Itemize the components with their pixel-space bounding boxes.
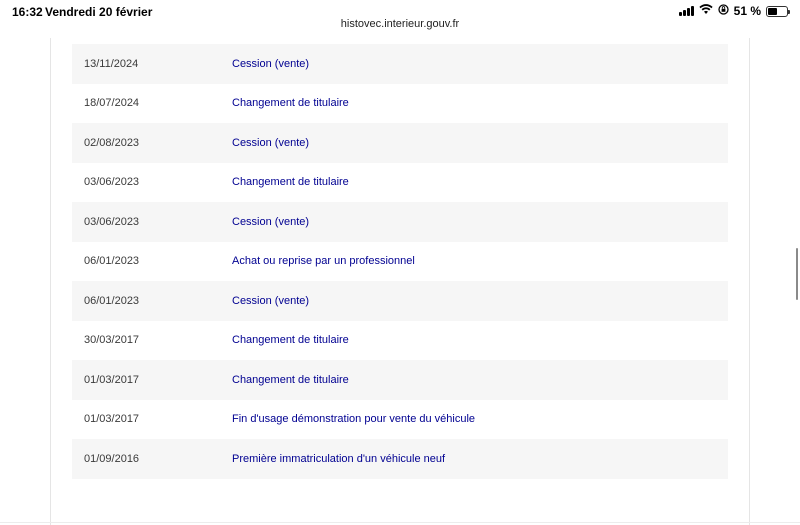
status-time: 16:32 bbox=[12, 5, 43, 19]
row-date: 18/07/2024 bbox=[84, 97, 140, 110]
signal-icon bbox=[679, 6, 694, 16]
table-row bbox=[72, 281, 728, 321]
row-date: 03/06/2023 bbox=[84, 215, 140, 228]
row-date: 30/03/2017 bbox=[84, 334, 140, 347]
row-date: 06/01/2023 bbox=[84, 294, 140, 307]
row-date: 01/03/2017 bbox=[84, 413, 140, 426]
status-date: Vendredi 20 février bbox=[45, 5, 153, 19]
table-row bbox=[72, 202, 728, 242]
row-event-link[interactable]: Changement de titulaire bbox=[232, 373, 349, 386]
row-date: 01/03/2017 bbox=[84, 373, 140, 386]
orientation-lock-icon bbox=[718, 4, 729, 18]
row-event-link[interactable]: Première immatriculation d'un véhicule neuf bbox=[232, 452, 446, 465]
row-event-link[interactable]: Changement de titulaire bbox=[232, 334, 349, 347]
table-row bbox=[72, 44, 728, 84]
row-date: 03/06/2023 bbox=[84, 176, 140, 189]
row-event-link[interactable]: Cession (vente) bbox=[232, 136, 310, 149]
battery-fill bbox=[768, 8, 777, 15]
table-row bbox=[72, 84, 728, 124]
row-event-link[interactable]: Cession (vente) bbox=[232, 215, 310, 228]
row-event-link[interactable]: Changement de titulaire bbox=[232, 97, 349, 110]
battery-icon bbox=[766, 6, 788, 17]
table-row bbox=[72, 123, 728, 163]
row-date: 01/09/2016 bbox=[84, 452, 140, 465]
row-date: 13/11/2024 bbox=[84, 57, 139, 70]
table-row bbox=[72, 321, 728, 361]
bottom-divider bbox=[0, 522, 800, 523]
battery-percent: 51 % bbox=[733, 4, 761, 18]
url-bar[interactable]: histovec.interieur.gouv.fr bbox=[340, 18, 460, 30]
row-date: 06/01/2023 bbox=[84, 255, 140, 268]
row-event-link[interactable]: Cession (vente) bbox=[232, 294, 310, 307]
row-event-link[interactable]: Changement de titulaire bbox=[232, 176, 349, 189]
status-indicators bbox=[679, 4, 788, 18]
wifi-icon bbox=[699, 4, 713, 18]
row-event-link[interactable]: Fin d'usage démonstration pour vente du véhicule bbox=[232, 413, 476, 426]
table-row bbox=[72, 439, 728, 479]
row-event-link[interactable]: Achat ou reprise par un professionnel bbox=[232, 255, 415, 268]
table-row bbox=[72, 400, 728, 440]
row-event-link[interactable]: Cession (vente) bbox=[232, 57, 310, 70]
row-date: 02/08/2023 bbox=[84, 136, 140, 149]
scroll-indicator[interactable] bbox=[796, 248, 798, 300]
history-table bbox=[72, 44, 728, 479]
table-row bbox=[72, 360, 728, 400]
table-row bbox=[72, 163, 728, 203]
table-row bbox=[72, 242, 728, 282]
